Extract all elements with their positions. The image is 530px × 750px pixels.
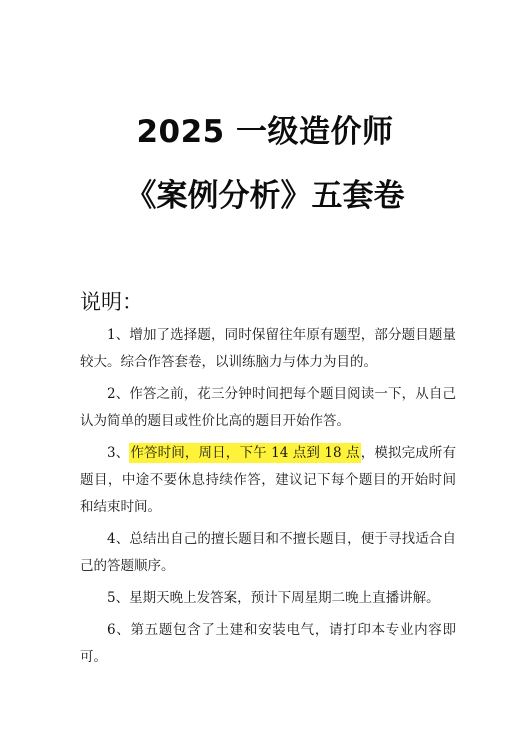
- note-item-2: 2、作答之前，花三分钟时间把每个题目阅读一下，从自己认为简单的题目或性价比高的题目开始作答。: [80, 386, 456, 429]
- note-item-3-prefix: 3、: [107, 445, 130, 461]
- highlighted-time-text: 作答时间，周日，下午 14 点到 18 点: [130, 445, 360, 461]
- note-item-6: 6、第五题包含了土建和安装电气，请打印本专业内容即可。: [80, 622, 456, 665]
- notes-section: [80, 288, 456, 676]
- notes-heading: 说明：: [80, 290, 143, 314]
- page-subtitle: 《案例分析》五套卷: [125, 178, 405, 214]
- note-item-5: 5、星期天晚上发答案，预计下周星期二晚上直播讲解。: [107, 590, 440, 606]
- title-block: [0, 112, 530, 216]
- page-title: 2025 一级造价师: [136, 114, 394, 150]
- note-item-3-text: ，模拟完成所有题目，中途不要休息持续作答，建议记下每个题目的开始时间和结束时间。: [80, 445, 456, 515]
- note-item-4: 4、总结出自己的擅长题目和不擅长题目，便于寻找适合自己的答题顺序。: [80, 531, 456, 574]
- note-item-1: 1、增加了选择题，同时保留往年原有题型，部分题目题量较大。综合作答套卷，以训练脑力与体力为目的。: [80, 327, 456, 370]
- note-item-3: [80, 440, 456, 521]
